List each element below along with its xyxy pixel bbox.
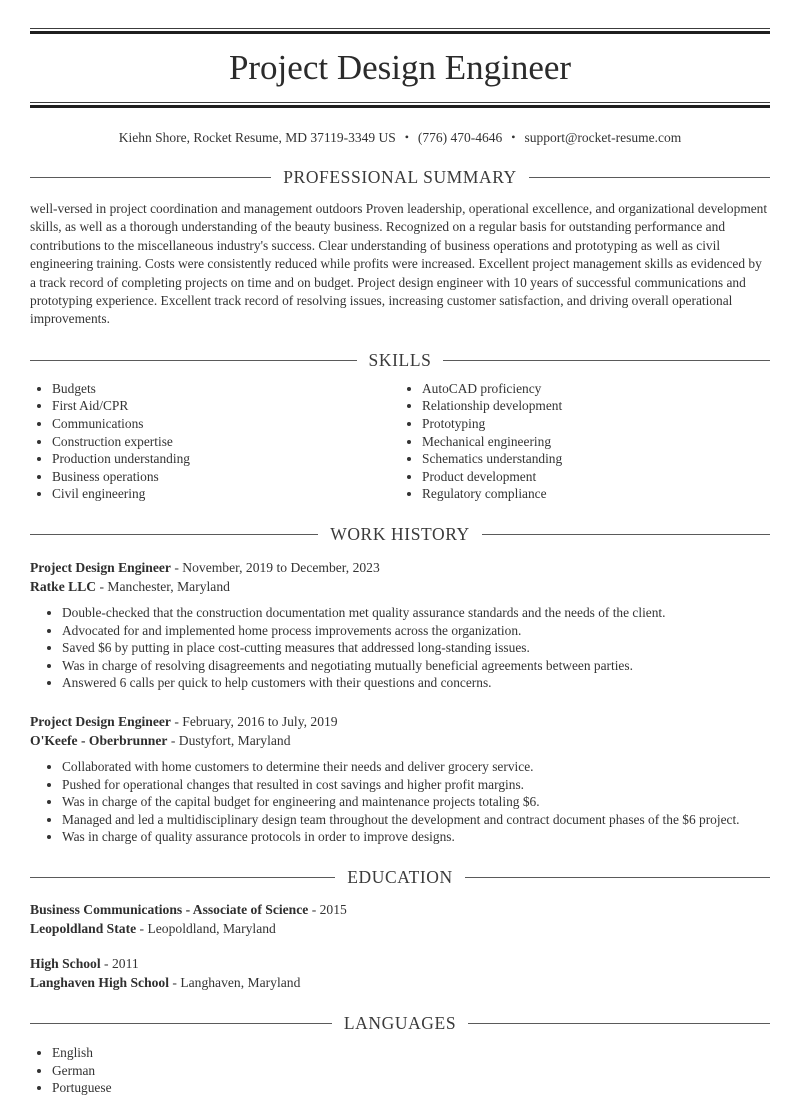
header-rule-left — [30, 177, 271, 178]
education-school-line — [30, 919, 770, 938]
contact-separator-icon: • — [404, 130, 409, 144]
list-item: • First Aid/CPR — [52, 397, 400, 415]
list-item: • Was in charge of quality assurance protocols in order to improve designs. — [62, 828, 770, 846]
education-entry — [30, 900, 770, 938]
title-bottom-rule — [30, 102, 770, 108]
header-rule-right — [468, 1023, 770, 1024]
list-item: • Product development — [422, 468, 770, 486]
list-item: • Budgets — [52, 380, 400, 398]
dash-separator: - — [170, 560, 183, 575]
skills-list-left — [30, 380, 400, 503]
contact-line — [30, 130, 770, 146]
dash-separator: - — [100, 955, 112, 971]
section-title: PROFESSIONAL SUMMARY — [283, 167, 517, 187]
job-title-line — [30, 558, 770, 577]
list-item: • Schematics understanding — [422, 450, 770, 468]
education-school: Leopoldland State — [30, 920, 137, 936]
skills-list-right — [400, 380, 770, 503]
education-location: Langhaven, Maryland — [180, 974, 301, 990]
education-year: 2015 — [319, 901, 347, 917]
title-top-rule — [30, 28, 770, 34]
header-rule-right — [465, 877, 770, 878]
header-rule-right — [529, 177, 770, 178]
list-item: • Regulatory compliance — [422, 485, 770, 503]
job-title-line — [30, 712, 770, 731]
education-degree: Business Communications - Associate of Science — [30, 901, 309, 917]
list-item: • Business operations — [52, 468, 400, 486]
work-history-entry — [30, 712, 770, 846]
contact-email: support@rocket-resume.com — [524, 130, 682, 145]
job-location: Dustyfort, Maryland — [178, 732, 291, 748]
job-bullet-list — [30, 758, 770, 846]
skills-columns — [30, 380, 770, 503]
list-item: • Construction expertise — [52, 433, 400, 451]
job-title: Project Design Engineer — [30, 560, 171, 575]
list-item: • Prototyping — [422, 415, 770, 433]
header-rule-right — [482, 534, 770, 535]
education-entry — [30, 954, 770, 992]
list-item: • Advocated for and implemented home process improvements across the organization. — [62, 622, 770, 640]
job-company: Ratke LLC — [30, 579, 97, 594]
list-item: • Double-checked that the construction documentation met quality assurance standards and the needs of the client. — [62, 604, 770, 622]
list-item: • Relationship development — [422, 397, 770, 415]
list-item: • Managed and led a multidisciplinary design team throughout the development and contract document phases of the $6 project. — [62, 811, 770, 829]
list-item: • English — [52, 1044, 770, 1062]
summary-paragraph: well-versed in project coordination and management outdoors Proven leadership, operational excellence, and organizational development skills, as well as a thorough understanding of the beauty business. Recognized on a regular basis for outstanding performance and contributions to the miscellaneous industry's success. Clear understanding of business operations and prototyping as well as civil engineering training. Costs were consistently reduced while profits were increased. Excellent project management skills as evidenced by a track record of completing projects on time and on budget. Project design engineer with 10 years of successful communications and prototyping experience. Excellent track record of resolving issues, increasing customer satisfaction, and driving overall operational improvements. — [30, 201, 768, 327]
work-history-entry — [30, 558, 770, 692]
list-item: • Mechanical engineering — [422, 433, 770, 451]
contact-phone: (776) 470-4646 — [417, 130, 503, 145]
education-degree: High School — [30, 955, 101, 971]
list-item: • Production understanding — [52, 450, 400, 468]
section-header-summary — [30, 167, 770, 188]
dash-separator: - — [169, 974, 181, 990]
section-title: SKILLS — [368, 349, 432, 370]
dash-separator: - — [170, 713, 183, 729]
header-rule-left — [30, 360, 357, 361]
section-header-skills — [30, 350, 770, 371]
dash-separator: - — [308, 901, 320, 917]
dash-separator: - — [167, 732, 179, 748]
job-dates: February, 2016 to July, 2019 — [182, 713, 338, 729]
education-year: 2011 — [111, 955, 139, 971]
dash-separator: - — [96, 579, 108, 594]
education-degree-line — [30, 900, 770, 919]
languages-list — [30, 1044, 770, 1097]
list-item: • AutoCAD proficiency — [422, 380, 770, 398]
education-degree-line — [30, 954, 770, 973]
section-header-work-history — [30, 524, 770, 545]
dash-separator: - — [136, 920, 148, 936]
list-item: • Pushed for operational changes that resulted in cost savings and higher profit margins. — [62, 776, 770, 794]
job-company: O'Keefe - Oberbrunner — [30, 732, 168, 748]
section-title: WORK HISTORY — [330, 524, 470, 544]
job-company-line — [30, 731, 770, 750]
education-school-line — [30, 973, 770, 992]
resume-page — [0, 28, 800, 1097]
education-location: Leopoldland, Maryland — [147, 920, 276, 936]
list-item: • Collaborated with home customers to determine their needs and deliver grocery service. — [62, 758, 770, 776]
list-item: • Was in charge of resolving disagreements and negotiating mutually beneficial agreements between parties. — [62, 657, 770, 675]
job-location: Manchester, Maryland — [107, 579, 230, 594]
header-rule-left — [30, 877, 335, 878]
list-item: • Saved $6 by putting in place cost-cutting measures that addressed long-standing issues. — [62, 639, 770, 657]
header-rule-left — [30, 1023, 332, 1024]
section-header-education — [30, 867, 770, 888]
job-bullet-list — [30, 604, 770, 692]
list-item: • Portuguese — [52, 1079, 770, 1097]
list-item: • Answered 6 calls per quick to help customers with their questions and concerns. — [62, 674, 770, 692]
job-dates: November, 2019 to December, 2023 — [182, 560, 380, 575]
job-title: Project Design Engineer — [30, 713, 171, 729]
contact-separator-icon: • — [511, 130, 516, 144]
list-item: • Was in charge of the capital budget for engineering and maintenance projects totaling $6. — [62, 793, 770, 811]
job-company-line — [30, 577, 770, 596]
contact-address: Kiehn Shore, Rocket Resume, MD 37119-3349 US — [118, 130, 396, 145]
languages-section — [30, 1013, 770, 1097]
section-title: LANGUAGES — [343, 1012, 457, 1033]
header-rule-left — [30, 534, 318, 535]
education-school: Langhaven High School — [30, 974, 169, 990]
page-title: Project Design Engineer — [228, 48, 572, 87]
list-item: • Civil engineering — [52, 485, 400, 503]
section-header-languages — [30, 1013, 770, 1034]
section-title: EDUCATION — [347, 866, 453, 887]
list-item: • Communications — [52, 415, 400, 433]
header-rule-right — [443, 360, 770, 361]
list-item: • German — [52, 1062, 770, 1080]
